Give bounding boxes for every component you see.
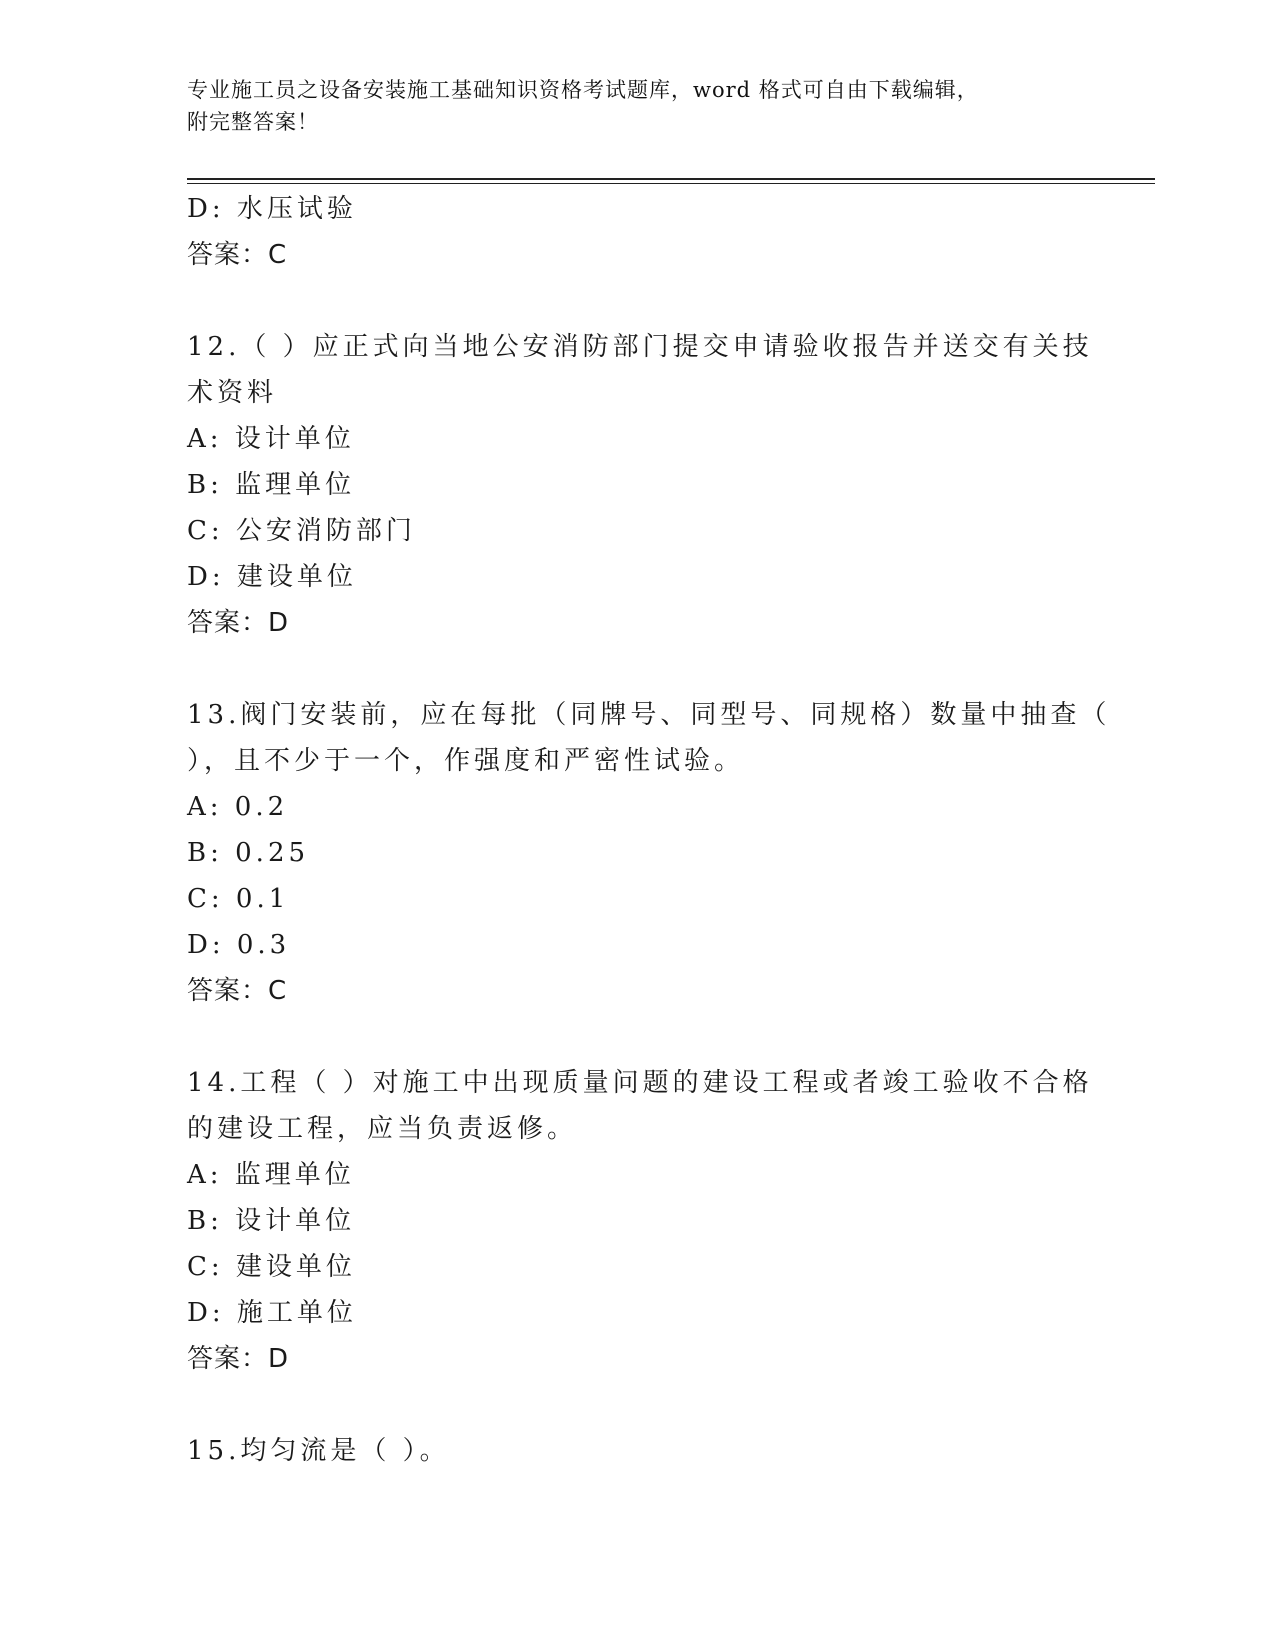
document-header bbox=[187, 74, 1067, 138]
header-divider-thin bbox=[187, 183, 1155, 184]
question-13-text-line2: ），且不少于一个，作强度和严密性试验。 bbox=[187, 746, 745, 776]
question-12-option-b: B: 监理单位 bbox=[187, 470, 356, 500]
question-13-option-a: A: 0.2 bbox=[187, 792, 289, 822]
question-14-option-d: D: 施工单位 bbox=[187, 1298, 357, 1328]
question-13-answer: 答案：C bbox=[187, 976, 288, 1006]
question-15 bbox=[187, 1428, 1067, 1474]
spacer bbox=[187, 1382, 1067, 1428]
question-12-option-a: A: 设计单位 bbox=[187, 424, 355, 454]
header-divider-thick bbox=[187, 178, 1155, 180]
question-13 bbox=[187, 692, 1111, 1014]
question-14-answer: 答案：D bbox=[187, 1344, 290, 1374]
question-list bbox=[187, 186, 1111, 1474]
question-12-option-d: D: 建设单位 bbox=[187, 562, 357, 592]
question-12-answer: 答案：D bbox=[187, 608, 290, 638]
question-15-text-line1: 15.均匀流是（ ）。 bbox=[187, 1436, 450, 1466]
question-13-option-c: C: 0.1 bbox=[187, 884, 290, 914]
question-12-text-line2: 术资料 bbox=[187, 378, 278, 408]
prev-question-option-d: D: 水压试验 bbox=[187, 194, 357, 224]
question-14-text-line2: 的建设工程，应当负责返修。 bbox=[187, 1114, 578, 1144]
question-12 bbox=[187, 324, 1093, 646]
spacer bbox=[187, 646, 1067, 692]
question-14-text-line1: 14.工程（ ）对施工中出现质量问题的建设工程或者竣工验收不合格 bbox=[187, 1068, 1093, 1098]
question-14-option-c: C: 建设单位 bbox=[187, 1252, 356, 1282]
question-12-text-line1: 12.（ ）应正式向当地公安消防部门提交申请验收报告并送交有关技 bbox=[187, 332, 1093, 362]
question-13-text-line1: 13.阀门安装前，应在每批（同牌号、同型号、同规格）数量中抽查（ bbox=[187, 700, 1111, 730]
question-14-option-b: B: 设计单位 bbox=[187, 1206, 356, 1236]
question-13-option-d: D: 0.3 bbox=[187, 930, 291, 960]
question-13-option-b: B: 0.25 bbox=[187, 838, 310, 868]
question-14 bbox=[187, 1060, 1093, 1382]
spacer bbox=[187, 1014, 1067, 1060]
header-title-line2: 附完整答案！ bbox=[187, 110, 319, 134]
question-12-option-c: C: 公安消防部门 bbox=[187, 516, 416, 546]
header-title-line1: 专业施工员之设备安装施工基础知识资格考试题库，word 格式可自由下载编辑， bbox=[187, 78, 979, 102]
question-14-option-a: A: 监理单位 bbox=[187, 1160, 355, 1190]
spacer bbox=[187, 278, 1067, 324]
prev-question-answer: 答案：C bbox=[187, 240, 288, 270]
